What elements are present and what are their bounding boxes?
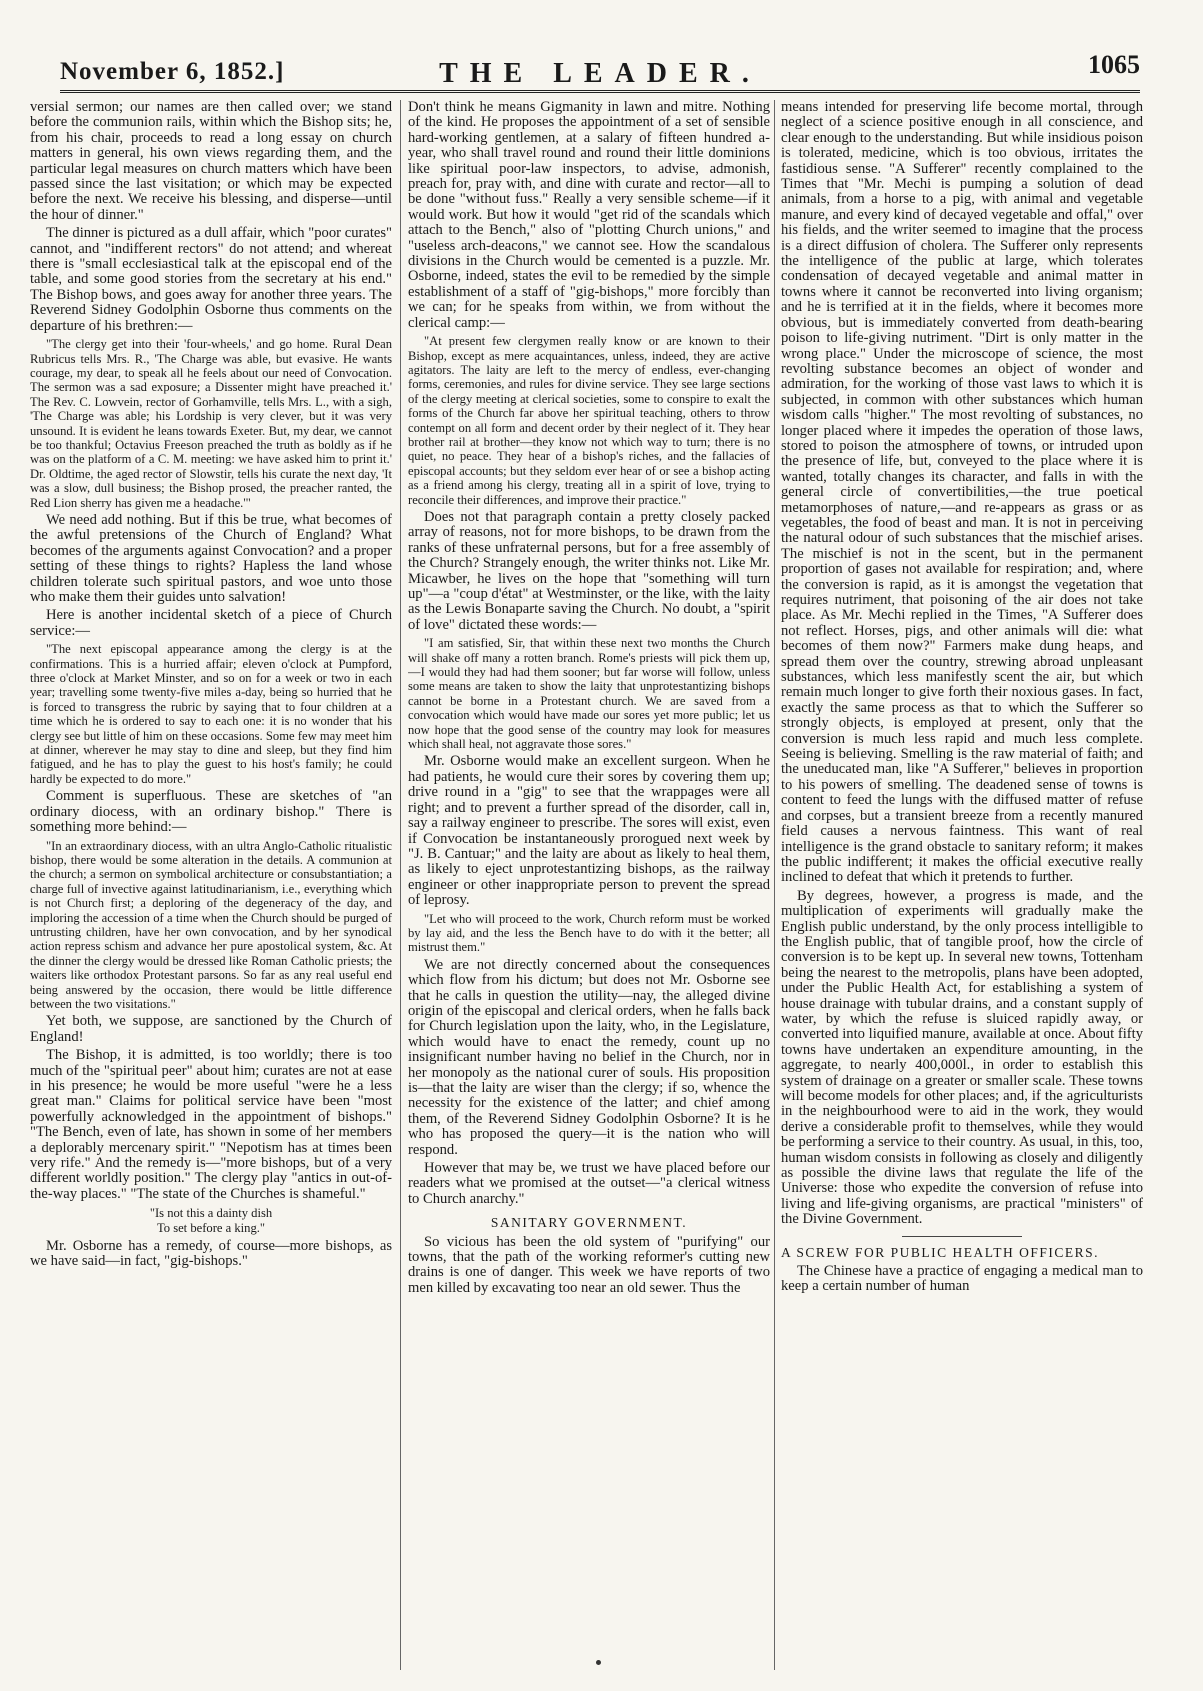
paper-title: THE LEADER. — [439, 58, 761, 89]
quotation: "The next episcopal appearance among the clergy is at the confirmations. This is a hurried affair; eleven o'clock at Pumpford, three o'clock at Market Minster, and so on for a week or two in each year; travelling some twenty-five miles a-day, being so hurried that he is forced to transgress the rubric by saying that to four children at a time which he is ordered to say to each one: it is no wonder that his clergy see but little of him on these occasions. Some few may meet him at dinner, wherever he may stay to dine and sleep, but they find him fatigued, and he has to play the guest to his host's family; he could hardly be expected to do more." — [30, 642, 392, 786]
section-heading-screw: A SCREW FOR PUBLIC HEALTH OFFICERS. — [781, 1244, 1100, 1260]
column-rule — [400, 100, 401, 1670]
verse-line: "Is not this a dainty dish — [149, 1206, 273, 1221]
paragraph: Does not that paragraph contain a pretty closely packed array of reasons, not for more bishops, to be drawn from the ranks of these unfraternal persons, but for a free assembly of the Church? Strangely enough, the writer thinks not. Like Mr. Micawber, he lives on the hope that "something will turn up"—a "coup d'état" at Westminster, or the like, with the laity as the Lewis Bonaparte saving the Church. No doubt, a "spirit of love" dictated these words:— — [408, 508, 770, 633]
page-number: 1065 — [1088, 50, 1140, 79]
quotation: "The clergy get into their 'four-wheels,' and go home. Rural Dean Rubricus tells Mrs. R., 'The Charge was able, but evasive. He wants courage, my dear, to speak all he feels about our need of Convocation. The sermon was a sad exposure; a Dissenter might have preached it.' The Rev. C. Lowvein, rector of Gorhamville, tells Mrs. L., with a sigh, 'The Charge was able; his Lordship is very clever, but it was very unsound. It is evident he leans towards Exeter. But, my dear, we cannot be too thankful; Octavius Freeson preached the truth as boldly as if he was on the platform of a C. M. meeting: we have asked him to print it.' Dr. Oldtime, the aged rector of Slowstir, tells his curate the next day, 'It was a slow, dull business; the Bishop prosed, the preacher ranted, the Red Lion sherry has given me a headache.'" — [30, 337, 392, 510]
paragraph: Comment is superfluous. These are sketches of "an ordinary diocess, with an ordinary bishop." There is something more behind:— — [30, 788, 392, 836]
page-dot — [596, 1660, 601, 1665]
paragraph: We need add nothing. But if this be true, what becomes of the awful pretensions of the Church of England? What becomes of the arguments against Convocation? and a proper setting of these things to rights? Hapless the land whose children tolerate such spiritual pastors, and woe unto those who make them their guides unto salvation! — [30, 511, 392, 605]
paragraph: However that may be, we trust we have placed before our readers what we promised at the outset—"a clerical witness to Church anarchy." — [408, 1160, 770, 1207]
quotation: "I am satisfied, Sir, that within these next two months the Church will shake off many a rotten branch. Rome's priests will pick them up,—I would they had had them sooner; but far worse will follow, unless some means are taken to show the laity that unprotestantizing bishops cannot be borne in a Protestant church. We are saved from a convocation which would have made our sores yet more public; let us now hope that the good sense of the country may look for measures which shall heal, not aggravate those sores." — [408, 636, 770, 752]
paragraph: Yet both, we suppose, are sanctioned by the Church of England! — [30, 1013, 392, 1045]
paragraph: The Chinese have a practice of engaging a medical man to keep a certain number of human — [781, 1263, 1143, 1295]
masthead — [60, 48, 1140, 93]
paragraph: Don't think he means Gigmanity in lawn and mitre. Nothing of the kind. He proposes the appointment of a set of sensible hard-working gentlemen, at a salary of fifteen hundred a-year, who shall travel round and round their little dominions like spiritual poor-law inspectors, to advise, admonish, preach for, pray with, and dine with curate and rector—all to be done "without fuss." Really a very sensible scheme—if it would work. But how it would "get rid of the scandals which attach to the Bench," also of "plotting Church unions," and "useless arch-deacons," we cannot see. How the scandalous divisions in the Church would be cemented is a puzzle. Mr. Osborne, indeed, states the evil to be remedied by the simple establishment of a staff of "gig-bishops," more forcibly than we can; for he speaks from within, we from without the clerical camp:— — [408, 100, 770, 331]
verse-quote — [30, 1206, 392, 1235]
verse-line: To set before a king." — [156, 1220, 266, 1235]
section-heading-sanitary: SANITARY GOVERNMENT. — [490, 1215, 688, 1231]
quotation: "At present few clergymen really know or are known to their Bishop, except as mere acquaintances, unless, indeed, they are active agitators. The laity are left to the mercy of endless, ever-changing forms, ceremonies, and rules for divine service. They see large sections of the clergy meeting at clerical societies, some to conspire to exalt the forms of the Church far above her spiritual teaching, others to throw contempt on all form and decent order by their neglect of it. They hear brother rail at brother—they know not which way to turn; there is no quiet, no peace. They hear of a bishop's riches, and the fallacies of episcopal accounts; but they seldom ever hear of or see a bishop acting as a friend among his clergy, treating all in a spirit of love, trying to reconcile their differences, and improve their practice." — [408, 334, 770, 507]
section-divider — [902, 1236, 1022, 1237]
quotation: "In an extraordinary diocess, with an ultra Anglo-Catholic ritualistic bishop, there would be some alteration in the details. A communion at the church; a sermon on symbolical architecture or consubstantiation; a charge full of invective against latitudinarianism, i.e., everything which is not Church first; a deploring of the degeneracy of the day, and imploring the accession of a time when the Church should be purged of untrusting children, have her own convocation, and by her synodical action repress schism and advance her pure apostolical system, &c. At the dinner the clergy would be dressed like Roman Catholic priests; the waiters like orthodox Protestant parsons. So far as any real useful end being answered by the occasion, there would be little difference between the two visitations." — [30, 838, 392, 1011]
paragraph: The Bishop, it is admitted, is too worldly; there is too much of the "spiritual peer" about him; curates are not at ease in his presence; he would be more useful "were he a less great man." Claims for political service have been "most powerfully acknowledged in the appointment of bishops." "The Bench, even of late, has shown in some of her members a deplorably mercenary spirit." "Nepotism has at times been very rife." And the remedy is—"more bishops, but of a very different worldly position." The clergy play "antics in out-of-the-way places." "The state of the Churches is shameful." — [30, 1047, 392, 1202]
paragraph: versial sermon; our names are then called over; we stand before the communion rails, within which the Bishop sits; he, from his chair, proceeds to read a long essay on church matters in general, his own views regarding them, and the particular legal measures on church matters which have been passed since the last visitation; or which may be expected before the next. We receive his blessing, and disperse—until the hour of dinner." — [30, 100, 392, 223]
paragraph: So vicious has been the old system of "purifying" our towns, that the path of the working reformer's cutting new drains is one of danger. This week we have reports of two men killed by excavating too near an old sewer. Thus the — [408, 1233, 770, 1296]
paragraph: Mr. Osborne has a remedy, of course—more bishops, as we have said—in fact, "gig-bishops." — [30, 1238, 392, 1270]
column-3 — [781, 100, 1143, 1680]
paragraph: By degrees, however, a progress is made, and the multiplication of experiments will gradually make the English public understand, by the only process intelligible to the English public, that of tangible proof, how the circle of conversion is to be kept up. In several new towns, Tottenham being the nearest to the metropolis, plans have been adopted, under the Public Health Act, for establishing a system of house drainage with tubular drains, and a constant supply of water, by which the refuse is sluiced rapidly away, or converted into liquified manure, available at once. About fifty towns have undertaken an expenditure amounting, in the aggregate, to nearly 400,000l., in order to establish this system of drainage on a greater or smaller scale. These towns will become models for other places; and, if the agriculturists in the neighbourhood were to aid in the work, they would derive a considerable profit to themselves, while they would be performing a service to their country. As usual, in this, too, human wisdom consists in following as closely and diligently as possible the divine laws that regulate the life of the Universe: those who expedite the conversion of refuse into living and life-giving organisms, are practical "ministers" of the Divine Government. — [781, 887, 1143, 1228]
paragraph: means intended for preserving life become mortal, through neglect of a science positive enough in all conscience, and clear enough to the understanding. But while insidious poison is tolerated, medicine, which is too obvious, irritates the fastidious sense. "A Sufferer" recently complained to the Times that "Mr. Mechi is pumping a solution of dead animals, from a horse to a pig, with animal and vegetable manure, and every kind of decayed vegetable and offal," over his fields, and the writer seemed to imagine that the process is a direct diffusion of cholera. The Sufferer only represents the intelligence of the public at large, which tolerates condensation of decayed vegetable and animal matter in towns where it cannot be reconverted into living organism; and he is terrified at it in the fields, where it becomes more obvious, but is immediately converted from death-bearing poison to life-giving nutriment. "Dirt is only matter in the wrong place." Under the microscope of science, the most revolting substance becomes an object of wonder and admiration, for the working of those vast laws to which it is subjected, in common with other substances which human wisdom calls "higher." The most revolting of substances, no longer placed where it impedes the operation of those laws, stored to poison the atmosphere of towns, or intruded upon the presence of life, but, conveyed to the place where it is wanted, totally changes its character, and falls in with the general circle of convertibilities,—the true poetical metamorphoses of nature,—and re-appears as grass or as vegetables, the food of beast and man. It is not in perceiving the natural odour of such substances that the mischief arises. The mischief is not in the scent, but in the permanent proportion of gases not available for respiration; and, where the conversion is rapid, as it is amongst the vegetation that requires nutriment, that poisoning of the air does not take place. As Mr. Mechi replied in the Times, "A Sufferer does not reflect. Horses, pigs, and other animals will die: what becomes of them now?" Farmers make dung heaps, and spread them over the country, strewing abroad unpleasant substances, which less manifestly scent the air, but which remain much longer to give forth their noxious gases. In fact, exactly the same process as that to which the Sufferer so strongly objects, is employed at present, only that the conversion is much less rapid and much less complete. Seeing is believing. Smelling is the raw material of faith; and the uneducated man, like "A Sufferer," believes in proportion to his powers of smelling. The deadened sense of towns is content to feed the lungs with the diffused matter of refuse and corpses, but a transient breeze from a recently manured field causes a nervous faintness. This want of real intelligence is the grand obstacle to sanitary reform; it makes the public indifferent; it makes the official executive really inclined to defeat that which it pretends to further. — [781, 100, 1143, 886]
paragraph: Mr. Osborne would make an excellent surgeon. When he had patients, he would cure their sores by covering them up; drive round in a "gig" to see that the wrappages were all right; and to prevent a further spread of the disorder, call in, say a railway engineer to prescribe. The sores will exist, even if Convocation be instantaneously prorogued next week by "J. B. Cantuar;" and the laity are about as likely to heal them, as likely to eject unprotestantizing bishops, as the railway engineer or other inappropriate person to prevent the spread of leprosy. — [408, 753, 770, 909]
paragraph: The dinner is pictured as a dull affair, which "poor curates" cannot, and "indifferent rectors" do not attend; and whereat there is "small ecclesiastical talk at the episcopal end of the table, and some good stories from the secretary at his end." The Bishop bows, and goes away for another three years. The Reverend Sidney Godolphin Osborne thus comments on the departure of his brethren:— — [30, 225, 392, 334]
column-1 — [30, 100, 392, 1680]
column-rule — [774, 100, 775, 1670]
paragraph: Here is another incidental sketch of a piece of Church service:— — [30, 607, 392, 639]
column-2 — [408, 100, 770, 1680]
issue-date: November 6, 1852.] — [60, 58, 285, 85]
quotation: "Let who will proceed to the work, Church reform must be worked by lay aid, and the less the Bench have to do with it the better; all mistrust them." — [408, 911, 770, 955]
paragraph: We are not directly concerned about the consequences which flow from his dictum; but does not Mr. Osborne see that he calls in question the utility—nay, the alleged divine origin of the episcopal and clerical orders, when he falls back for Church legislation upon the laity, who, in the Legislature, which would have to enact the remedy, count up no insignificant number having no belief in the Church, nor in her monopoly as the national curer of souls. His proposition is—that the laity are wiser than the clergy; if so, whence the necessity for the existence of the latter; and chief among them, of the Reverend Sidney Godolphin Osborne? It is he who has proposed the query—it is the nation who will respond. — [408, 956, 770, 1158]
